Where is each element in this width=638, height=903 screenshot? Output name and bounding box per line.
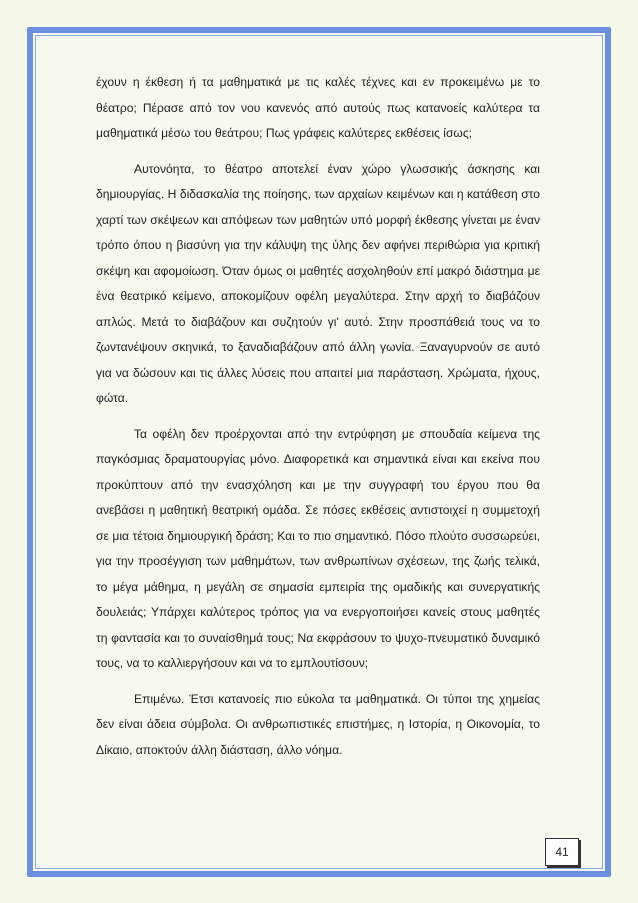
paragraph-insist: Επιμένω. Έτσι κατανοείς πιο εύκολα τα μαθηματικά. Οι τύποι της χημείας δεν είναι άδεια σύμβολα. Οι ανθρωπιστικές επιστήμες, η Ιστορία, η Οικονομία, το Δίκαιο, αποκτούν άλλη διάσταση, άλλο νόημα. — [96, 691, 540, 757]
paragraph-benefits: Τα οφέλη δεν προέρχονται από την εντρύφηση με σπουδαία κείμενα της παγκόσμιας δραματουργίας μόνο. Διαφορετικά και σημαντικά είναι και εκείνα που προκύπτουν από την ενασχόληση και με την συγγραφή του έργου που θα ανεβάσει η μαθητική θεατρική ομάδα. Σε πόσες εκθέσεις αντιστοιχεί η συμμετοχή σε μια τέτοια δημιουργική δράση; Και το πιο σημαντικό. Πόσο πλούτο συσσωρεύει, για την προσέγγιση των μαθημάτων, των ανθρωπίνων σχέσεων, της ζωής τελικά, το μέγα μάθημα, η μεγάλη σε σημασία εμπειρία της ομαδικής και συνεργατικής δουλειάς; Υπάρχει καλύτερος τρόπος για να ενεργοποιήσει κανείς στους μαθητές τη φαντασία και το συναίσθημά τους; Να εκφράσουν το ψυχο-πνευματικό δυναμικό τους, να το καλλιεργήσουν και να το εμπλουτίσουν; — [96, 426, 540, 670]
page-number: 41 — [545, 838, 579, 866]
page-body — [96, 70, 540, 773]
paragraph-continuation: έχουν η έκθεση ή τα μαθηματικά με τις καλές τέχνες και εν προκειμένω με το θέατρο; Πέρασε από τον νου κανενός από αυτούς πως κατανοείς καλύτερα τα μαθηματικά μέσω του θεάτρου; Πως γράφεις καλύτερες εκθέσεις ίσως; — [96, 75, 540, 140]
paragraph-theatre-language: Αυτονόητα, το θέατρο αποτελεί έναν χώρο γλωσσικής άσκησης και δημιουργίας. Η διδασκαλία της ποίησης, των αρχαίων κειμένων και η κατάθεση στο χαρτί των σκέψεων και απόψεων των μαθητών υπό μορφή έκθεσης γίνεται με έναν τρόπο όπου η βιασύνη για την κάλυψη της ύλης δεν αφήνει περιθώρια για κριτική σκέψη και αφομοίωση. Όταν όμως οι μαθητές ασχοληθούν επί μακρό διάστημα με ένα θεατρικό κείμενο, αποκομίζουν οφέλη μεγαλύτερα. Στην αρχή το διαβάζουν απλώς. Μετά το διαβάζουν και συζητούν γι' αυτό. Στην προσπάθειά τους να το ζωντανέψουν σκηνικά, το ξαναδιαβάζουν από άλλη γωνία. Ξαναγυρνούν σε αυτό για να δώσουν και τις άλλες λύσεις που απαιτεί μια παράσταση. Χρώματα, ήχους, φώτα. — [96, 161, 540, 405]
